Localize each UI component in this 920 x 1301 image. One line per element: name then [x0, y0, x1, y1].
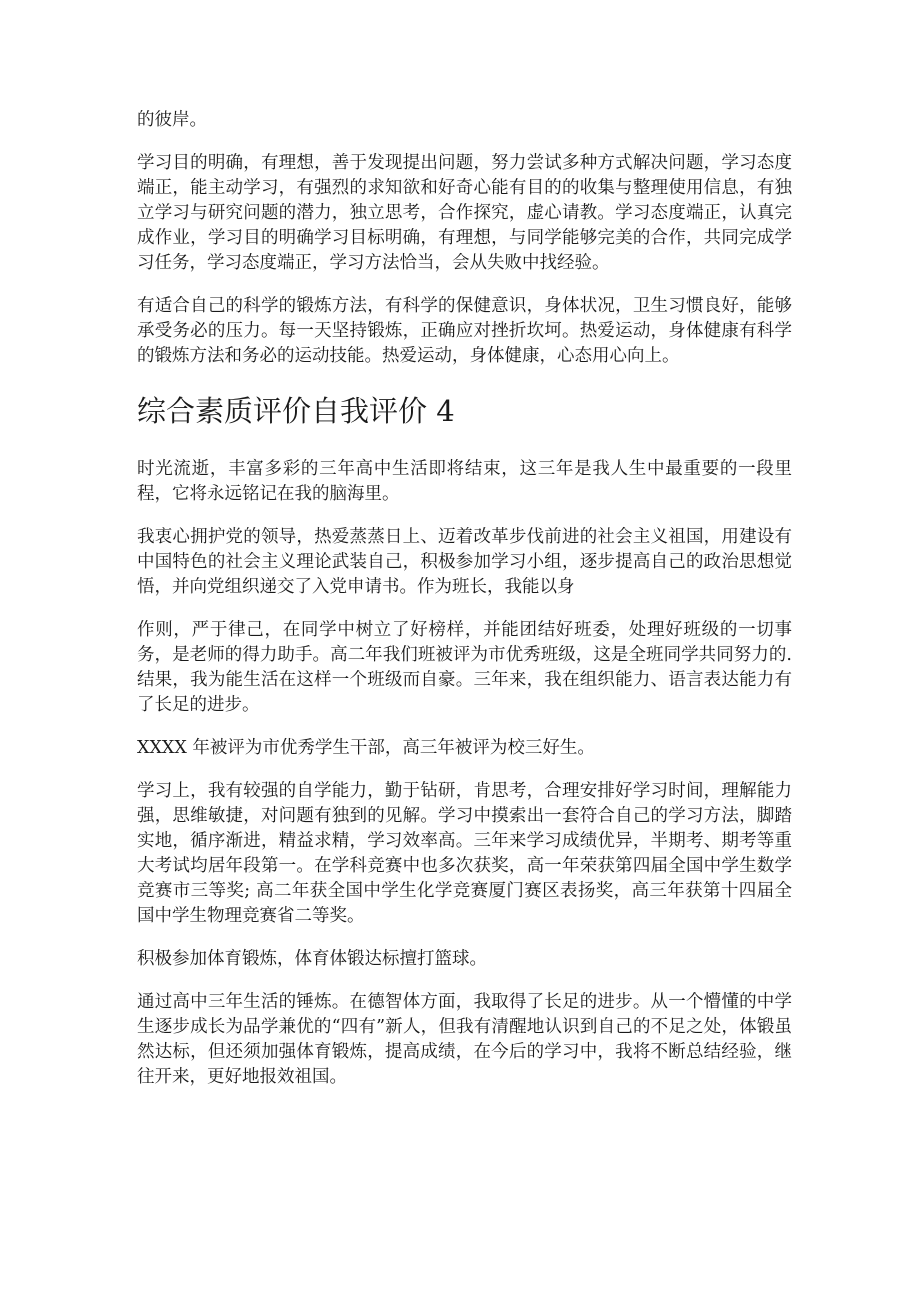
paragraph: 我衷心拥护党的领导，热爱蒸蒸日上、迈着改革步伐前进的社会主义祖国，用建设有中国特色的社会主义理论武装自己，积极参加学习小组，逐步提高自己的政治思想觉悟，并向党组织递交了入党申请书。作为班长，我能以身: [137, 527, 792, 597]
paragraph: 学习目的明确，有理想，善于发现提出问题，努力尝试多种方式解决问题，学习态度端正，能主动学习，有强烈的求知欲和好奇心能有目的的收集与整理使用信息，有独立学习与研究问题的潜力，独立思考，合作探究，虚心请教。学习态度端正，认真完成作业，学习目的明确学习目标明确，有理想，与同学能够完美的合作，共同完成学习任务，学习态度端正，学习方法恰当，会从失败中找经验。: [137, 153, 792, 273]
paragraph: 作则，严于律己，在同学中树立了好榜样，并能团结好班委，处理好班级的一切事务，是老师的得力助手。高二年我们班被评为市优秀班级，这是全班同学共同努力的.结果，我为能生活在这样一个班级而自豪。三年来，我在组织能力、语言表达能力有了长足的进步。: [137, 620, 792, 715]
paragraph: 积极参加体育锻炼，体育体锻达标擅打篮球。: [137, 949, 487, 969]
paragraph: 有适合自己的科学的锻炼方法，有科学的保健意识，身体状况，卫生习惯良好，能够承受务必的压力。每一天坚持锻炼，正确应对挫折坎坷。热爱运动，身体健康有科学的锻炼方法和务必的运动技能。热爱运动，身体健康，心态用心向上。: [137, 296, 792, 366]
paragraph: 的彼岸。: [137, 110, 207, 130]
section-heading: 综合素质评价自我评价 4: [137, 394, 455, 428]
paragraph: 通过高中三年生活的锤炼。在德智体方面，我取得了长足的进步。从一个懵懂的中学生逐步成长为品学兼优的“四有”新人，但我有清醒地认识到自己的不足之处，体锻虽然达标，但还须加强体育锻炼，提高成绩，在今后的学习中，我将不断总结经验，继往开来，更好地报效祖国。: [137, 992, 792, 1087]
paragraph: XXXX 年被评为市优秀学生干部，高三年被评为校三好生。: [137, 738, 595, 758]
paragraph: 时光流逝，丰富多彩的三年高中生活即将结束，这三年是我人生中最重要的一段里程，它将永远铭记在我的脑海里。: [137, 459, 792, 504]
document-page: [137, 108, 792, 1108]
paragraph: 学习上，我有较强的自学能力，勤于钻研，肯思考，合理安排好学习时间，理解能力强，思维敏捷，对问题有独到的见解。学习中摸索出一套符合自己的学习方法，脚踏实地，循序渐进，精益求精，学习效率高。三年来学习成绩优异，半期考、期考等重大考试均居年段第一。在学科竞赛中也多次获奖，高一年荣获第四届全国中学生数学竞赛市三等奖; 高二年获全国中学生化学竞赛厦门赛区表扬奖，高三年获第十四届全国中学生物理竞赛省二等奖。: [137, 781, 792, 926]
